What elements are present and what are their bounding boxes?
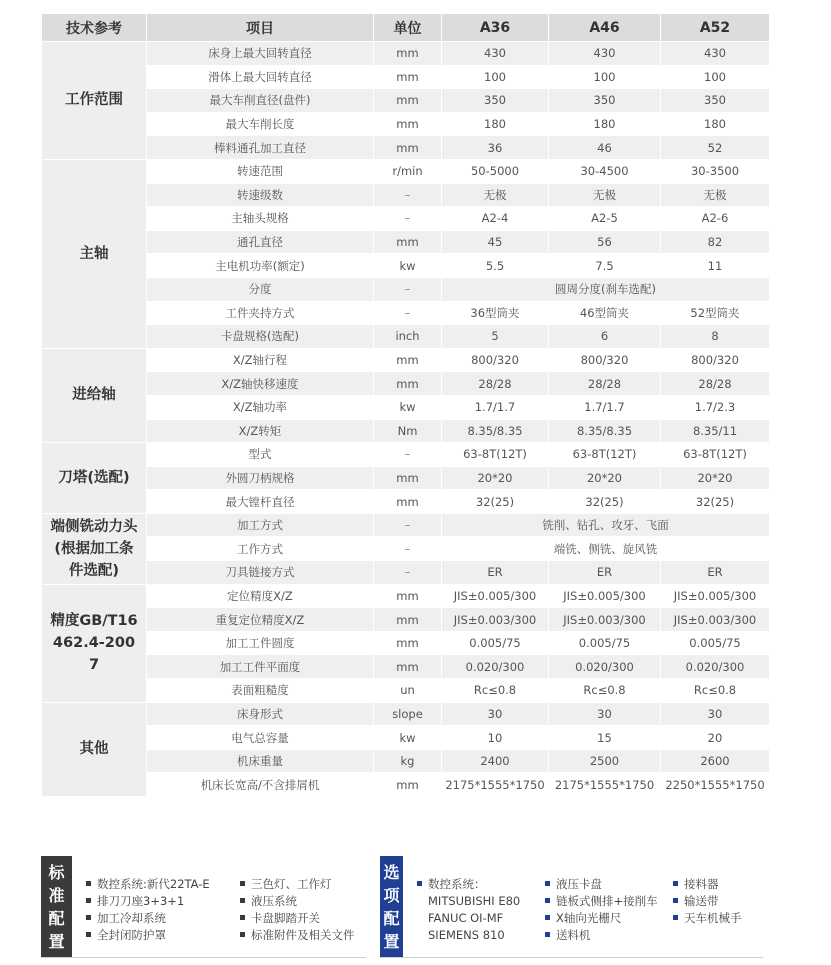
table-row [42,325,769,348]
value-cell-a52: 2250*1555*1750 [661,773,769,796]
value-cell-a46: 15 [549,726,660,749]
value-cell-a52: JIS±0.003/300 [661,608,769,631]
value-cell-a46: JIS±0.005/300 [549,585,660,608]
tag-char: 配 [48,909,65,928]
config-item-label: FANUC OI-MF [428,911,504,925]
value-cell-a36: 无极 [442,184,548,207]
bullet-icon [545,881,550,886]
config-item [545,927,673,944]
config-item [86,893,240,910]
item-cell: 刀具链接方式 [147,561,373,584]
value-cell-a36: 8.35/8.35 [442,420,548,443]
value-cell-a36: 30 [442,703,548,726]
unit-cell: – [374,443,441,466]
value-cell-a36: 0.020/300 [442,655,548,678]
table-row [42,160,769,183]
table-row [42,278,769,301]
unit-cell: Nm [374,420,441,443]
table-row [42,679,769,702]
value-cell-a46: 56 [549,231,660,254]
config-column [545,876,673,958]
config-item [417,876,545,893]
config-column [240,876,366,958]
unit-cell: – [374,302,441,325]
item-cell: 外圆刀柄规格 [147,467,373,490]
value-cell-a46: 30-4500 [549,160,660,183]
section-label: 工作范围 [42,42,146,159]
table-row [42,89,769,112]
tag-char: 标 [48,863,65,882]
section-label: 进给轴 [42,349,146,442]
optional-config-list [403,856,763,958]
tag-char: 置 [48,932,65,951]
value-cell-a36: JIS±0.003/300 [442,608,548,631]
bullet-icon [673,898,678,903]
value-cell-a46: 无极 [549,184,660,207]
value-cell-a52: 100 [661,66,769,89]
section-label: 端侧铣动力头(根据加工条件选配) [42,514,146,584]
item-cell: 工件夹持方式 [147,302,373,325]
value-cell-a36: 63-8T(12T) [442,443,548,466]
value-cell-a52: 180 [661,113,769,136]
tag-char: 项 [383,886,400,905]
item-cell: 卡盘规格(选配) [147,325,373,348]
config-item [86,927,240,944]
config-item [545,910,673,927]
table-row [42,490,769,513]
config-item-label: 加工冷却系统 [97,911,166,925]
value-cell-a36: 1.7/1.7 [442,396,548,419]
config-item [545,876,673,893]
config-item [240,927,366,944]
item-cell: 定位精度X/Z [147,585,373,608]
value-cell-a46: 800/320 [549,349,660,372]
unit-cell: kg [374,750,441,773]
table-row [42,514,769,537]
header-a36: A36 [442,14,548,41]
item-cell: 型式 [147,443,373,466]
item-cell: 滑体上最大回转直径 [147,66,373,89]
config-item [417,893,545,910]
value-cell-a36: 10 [442,726,548,749]
unit-cell: – [374,207,441,230]
value-cell-a36: 50-5000 [442,160,548,183]
item-cell: 主电机功率(额定) [147,254,373,277]
unit-cell: – [374,514,441,537]
value-cell-a52: 20 [661,726,769,749]
value-cell-a36: 5 [442,325,548,348]
item-cell: X/Z转矩 [147,420,373,443]
value-cell-a46: 32(25) [549,490,660,513]
bullet-icon [545,932,550,937]
config-item-label: 三色灯、工作灯 [251,877,332,891]
item-cell: 加工工件平面度 [147,655,373,678]
table-row [42,136,769,159]
table-row [42,537,769,560]
config-item [240,876,366,893]
value-cell-a46: 8.35/8.35 [549,420,660,443]
value-cell-a52: 20*20 [661,467,769,490]
value-cell-a46: 180 [549,113,660,136]
bullet-icon [417,881,422,886]
unit-cell: mm [374,490,441,513]
value-cell-a46: 63-8T(12T) [549,443,660,466]
standard-config-list [72,856,366,958]
config-item [673,876,763,893]
table-row [42,773,769,796]
value-cell-a52: 32(25) [661,490,769,513]
bullet-icon [240,898,245,903]
config-item [417,910,545,927]
value-cell-a52: 0.020/300 [661,655,769,678]
item-cell: 最大镗杆直径 [147,490,373,513]
table-row [42,42,769,65]
unit-cell: kw [374,726,441,749]
bullet-icon [240,881,245,886]
unit-cell: mm [374,231,441,254]
value-cell-a52: 82 [661,231,769,254]
config-item [417,927,545,944]
table-row [42,396,769,419]
unit-cell: mm [374,42,441,65]
value-cell-a52: 63-8T(12T) [661,443,769,466]
item-cell: 床身上最大回转直径 [147,42,373,65]
item-cell: 表面粗糙度 [147,679,373,702]
value-cell-a52: 28/28 [661,372,769,395]
item-cell: 电气总容量 [147,726,373,749]
value-cell-a36: 32(25) [442,490,548,513]
value-cell-a52: 11 [661,254,769,277]
tag-char: 准 [48,886,65,905]
value-cell-a52: 430 [661,42,769,65]
table-row [42,184,769,207]
header-unit: 单位 [374,14,441,41]
unit-cell: mm [374,467,441,490]
value-cell-a46: A2-5 [549,207,660,230]
value-cell-a52: JIS±0.005/300 [661,585,769,608]
value-cell-a52: 30 [661,703,769,726]
config-item-label: 接料器 [684,877,719,891]
value-cell-a36: 0.005/75 [442,632,548,655]
optional-config-tag [380,856,403,958]
header-item: 项目 [147,14,373,41]
value-cell-a46: 7.5 [549,254,660,277]
bullet-icon [240,915,245,920]
unit-cell: kw [374,396,441,419]
bullet-icon [86,932,91,937]
section-label: 主轴 [42,160,146,348]
value-cell-a46: JIS±0.003/300 [549,608,660,631]
table-row [42,703,769,726]
value-cell-a46: 350 [549,89,660,112]
unit-cell: mm [374,66,441,89]
table-row [42,302,769,325]
config-item [240,910,366,927]
config-column [86,876,240,958]
item-cell: 转速范围 [147,160,373,183]
config-item-label: 输送带 [684,894,719,908]
table-header-row [42,14,769,41]
table-row [42,254,769,277]
table-row [42,585,769,608]
table-row [42,632,769,655]
config-item-label: 链板式侧排+接削车 [556,894,658,908]
value-cell-a36: 2400 [442,750,548,773]
standard-config-tag [41,856,72,958]
value-cell-a52: 1.7/2.3 [661,396,769,419]
value-cell-a52: ER [661,561,769,584]
value-cell-a36: 100 [442,66,548,89]
item-cell: 最大车削长度 [147,113,373,136]
unit-cell: un [374,679,441,702]
config-item-label: 送料机 [556,928,591,942]
unit-cell: mm [374,349,441,372]
unit-cell: kw [374,254,441,277]
value-cell-a46: ER [549,561,660,584]
table-row [42,443,769,466]
item-cell: 床身形式 [147,703,373,726]
value-cell-a36: 36型筒夹 [442,302,548,325]
bullet-icon [673,915,678,920]
item-cell: 机床长宽高/不含排屑机 [147,773,373,796]
config-item-label: 卡盘脚踏开关 [251,911,320,925]
bullet-icon [545,915,550,920]
value-cell-a36: 28/28 [442,372,548,395]
section-label: 精度GB/T16462.4-2007 [42,585,146,702]
value-cell-a36: 36 [442,136,548,159]
value-cell-a36: 20*20 [442,467,548,490]
value-cell-a46: 430 [549,42,660,65]
section-label: 刀塔(选配) [42,443,146,513]
value-cell-a36: 350 [442,89,548,112]
config-item [673,893,763,910]
value-cell-a36: 180 [442,113,548,136]
table-row [42,113,769,136]
unit-cell: mm [374,632,441,655]
divider [380,957,763,958]
value-cell-a52: 800/320 [661,349,769,372]
unit-cell: mm [374,773,441,796]
config-item [673,910,763,927]
value-cell-a52: 52型筒夹 [661,302,769,325]
table-row [42,372,769,395]
config-item [240,893,366,910]
header-a52: A52 [661,14,769,41]
item-cell: X/Z轴快移速度 [147,372,373,395]
value-cell-a52: A2-6 [661,207,769,230]
table-row [42,655,769,678]
config-item-label: 液压系统 [251,894,297,908]
value-cell-a36: Rc≤0.8 [442,679,548,702]
unit-cell: slope [374,703,441,726]
item-cell: 加工工件圆度 [147,632,373,655]
value-cell-a52: 2600 [661,750,769,773]
config-item-label: 排刀刀座3+3+1 [97,894,185,908]
item-cell: 工作方式 [147,537,373,560]
value-cell-a52: 无极 [661,184,769,207]
value-cell-a46: 2500 [549,750,660,773]
value-cell-a52: 30-3500 [661,160,769,183]
config-item-label: 标准附件及相关文件 [251,928,355,942]
config-item-label: 数控系统:新代22TA-E [97,877,210,891]
unit-cell: – [374,561,441,584]
bullet-icon [86,915,91,920]
config-item-label: 天车机械手 [684,911,742,925]
unit-cell: – [374,537,441,560]
value-cell-a52: Rc≤0.8 [661,679,769,702]
section-label: 其他 [42,703,146,796]
config-item-label: 数控系统： [428,877,486,891]
bullet-icon [673,881,678,886]
item-cell: 最大车削直径(盘件) [147,89,373,112]
unit-cell: mm [374,372,441,395]
value-cell-a46: 46型筒夹 [549,302,660,325]
table-row [42,467,769,490]
value-cell-a46: 6 [549,325,660,348]
spec-table [41,13,770,797]
unit-cell: mm [374,608,441,631]
config-column [673,876,763,958]
unit-cell: r/min [374,160,441,183]
header-a46: A46 [549,14,660,41]
tag-char: 选 [383,863,400,882]
unit-cell: mm [374,89,441,112]
bullet-icon [545,898,550,903]
item-cell: 转速级数 [147,184,373,207]
tag-char: 置 [383,932,400,951]
item-cell: 加工方式 [147,514,373,537]
value-cell-a52: 52 [661,136,769,159]
table-row [42,207,769,230]
unit-cell: mm [374,136,441,159]
value-cell-a52: 8 [661,325,769,348]
unit-cell: mm [374,113,441,136]
value-cell-a36: 45 [442,231,548,254]
item-cell: X/Z轴功率 [147,396,373,419]
standard-config-panel [41,856,366,958]
merged-value-cell: 铣削、钻孔、攻牙、飞面 [442,514,769,537]
value-cell-a36: A2-4 [442,207,548,230]
table-row [42,608,769,631]
table-row [42,726,769,749]
table-row [42,561,769,584]
item-cell: 主轴头规格 [147,207,373,230]
tag-char: 配 [383,909,400,928]
item-cell: 棒料通孔加工直径 [147,136,373,159]
config-column [417,876,545,958]
table-row [42,231,769,254]
unit-cell: – [374,278,441,301]
bullet-icon [86,881,91,886]
value-cell-a46: 1.7/1.7 [549,396,660,419]
merged-value-cell: 圆周分度(刹车选配) [442,278,769,301]
item-cell: 通孔直径 [147,231,373,254]
unit-cell: inch [374,325,441,348]
value-cell-a46: 30 [549,703,660,726]
item-cell: 重复定位精度X/Z [147,608,373,631]
table-row [42,66,769,89]
config-item [545,893,673,910]
config-item-label: 全封闭防护罩 [97,928,166,942]
table-row [42,420,769,443]
config-item-label: MITSUBISHI E80 [428,894,521,908]
bullet-icon [240,932,245,937]
value-cell-a46: 20*20 [549,467,660,490]
value-cell-a46: 0.005/75 [549,632,660,655]
merged-value-cell: 端铣、侧铣、旋风铣 [442,537,769,560]
unit-cell: mm [374,585,441,608]
divider [41,957,366,958]
item-cell: 分度 [147,278,373,301]
unit-cell: – [374,184,441,207]
config-item-label: SIEMENS 810 [428,928,505,942]
value-cell-a36: 2175*1555*1750 [442,773,548,796]
value-cell-a36: 430 [442,42,548,65]
value-cell-a46: 2175*1555*1750 [549,773,660,796]
value-cell-a36: 800/320 [442,349,548,372]
config-item-label: 液压卡盘 [556,877,602,891]
value-cell-a46: Rc≤0.8 [549,679,660,702]
optional-config-panel [380,856,763,958]
value-cell-a36: JIS±0.005/300 [442,585,548,608]
unit-cell: mm [374,655,441,678]
value-cell-a36: ER [442,561,548,584]
table-row [42,750,769,773]
config-item [86,910,240,927]
value-cell-a36: 5.5 [442,254,548,277]
bullet-icon [86,898,91,903]
config-item-label: X轴向光栅尺 [556,911,622,925]
config-item [86,876,240,893]
item-cell: 机床重量 [147,750,373,773]
value-cell-a52: 8.35/11 [661,420,769,443]
value-cell-a46: 0.020/300 [549,655,660,678]
value-cell-a46: 100 [549,66,660,89]
value-cell-a52: 350 [661,89,769,112]
value-cell-a52: 0.005/75 [661,632,769,655]
item-cell: X/Z轴行程 [147,349,373,372]
value-cell-a46: 28/28 [549,372,660,395]
table-row [42,349,769,372]
header-tech-ref: 技术参考 [42,14,146,41]
value-cell-a46: 46 [549,136,660,159]
